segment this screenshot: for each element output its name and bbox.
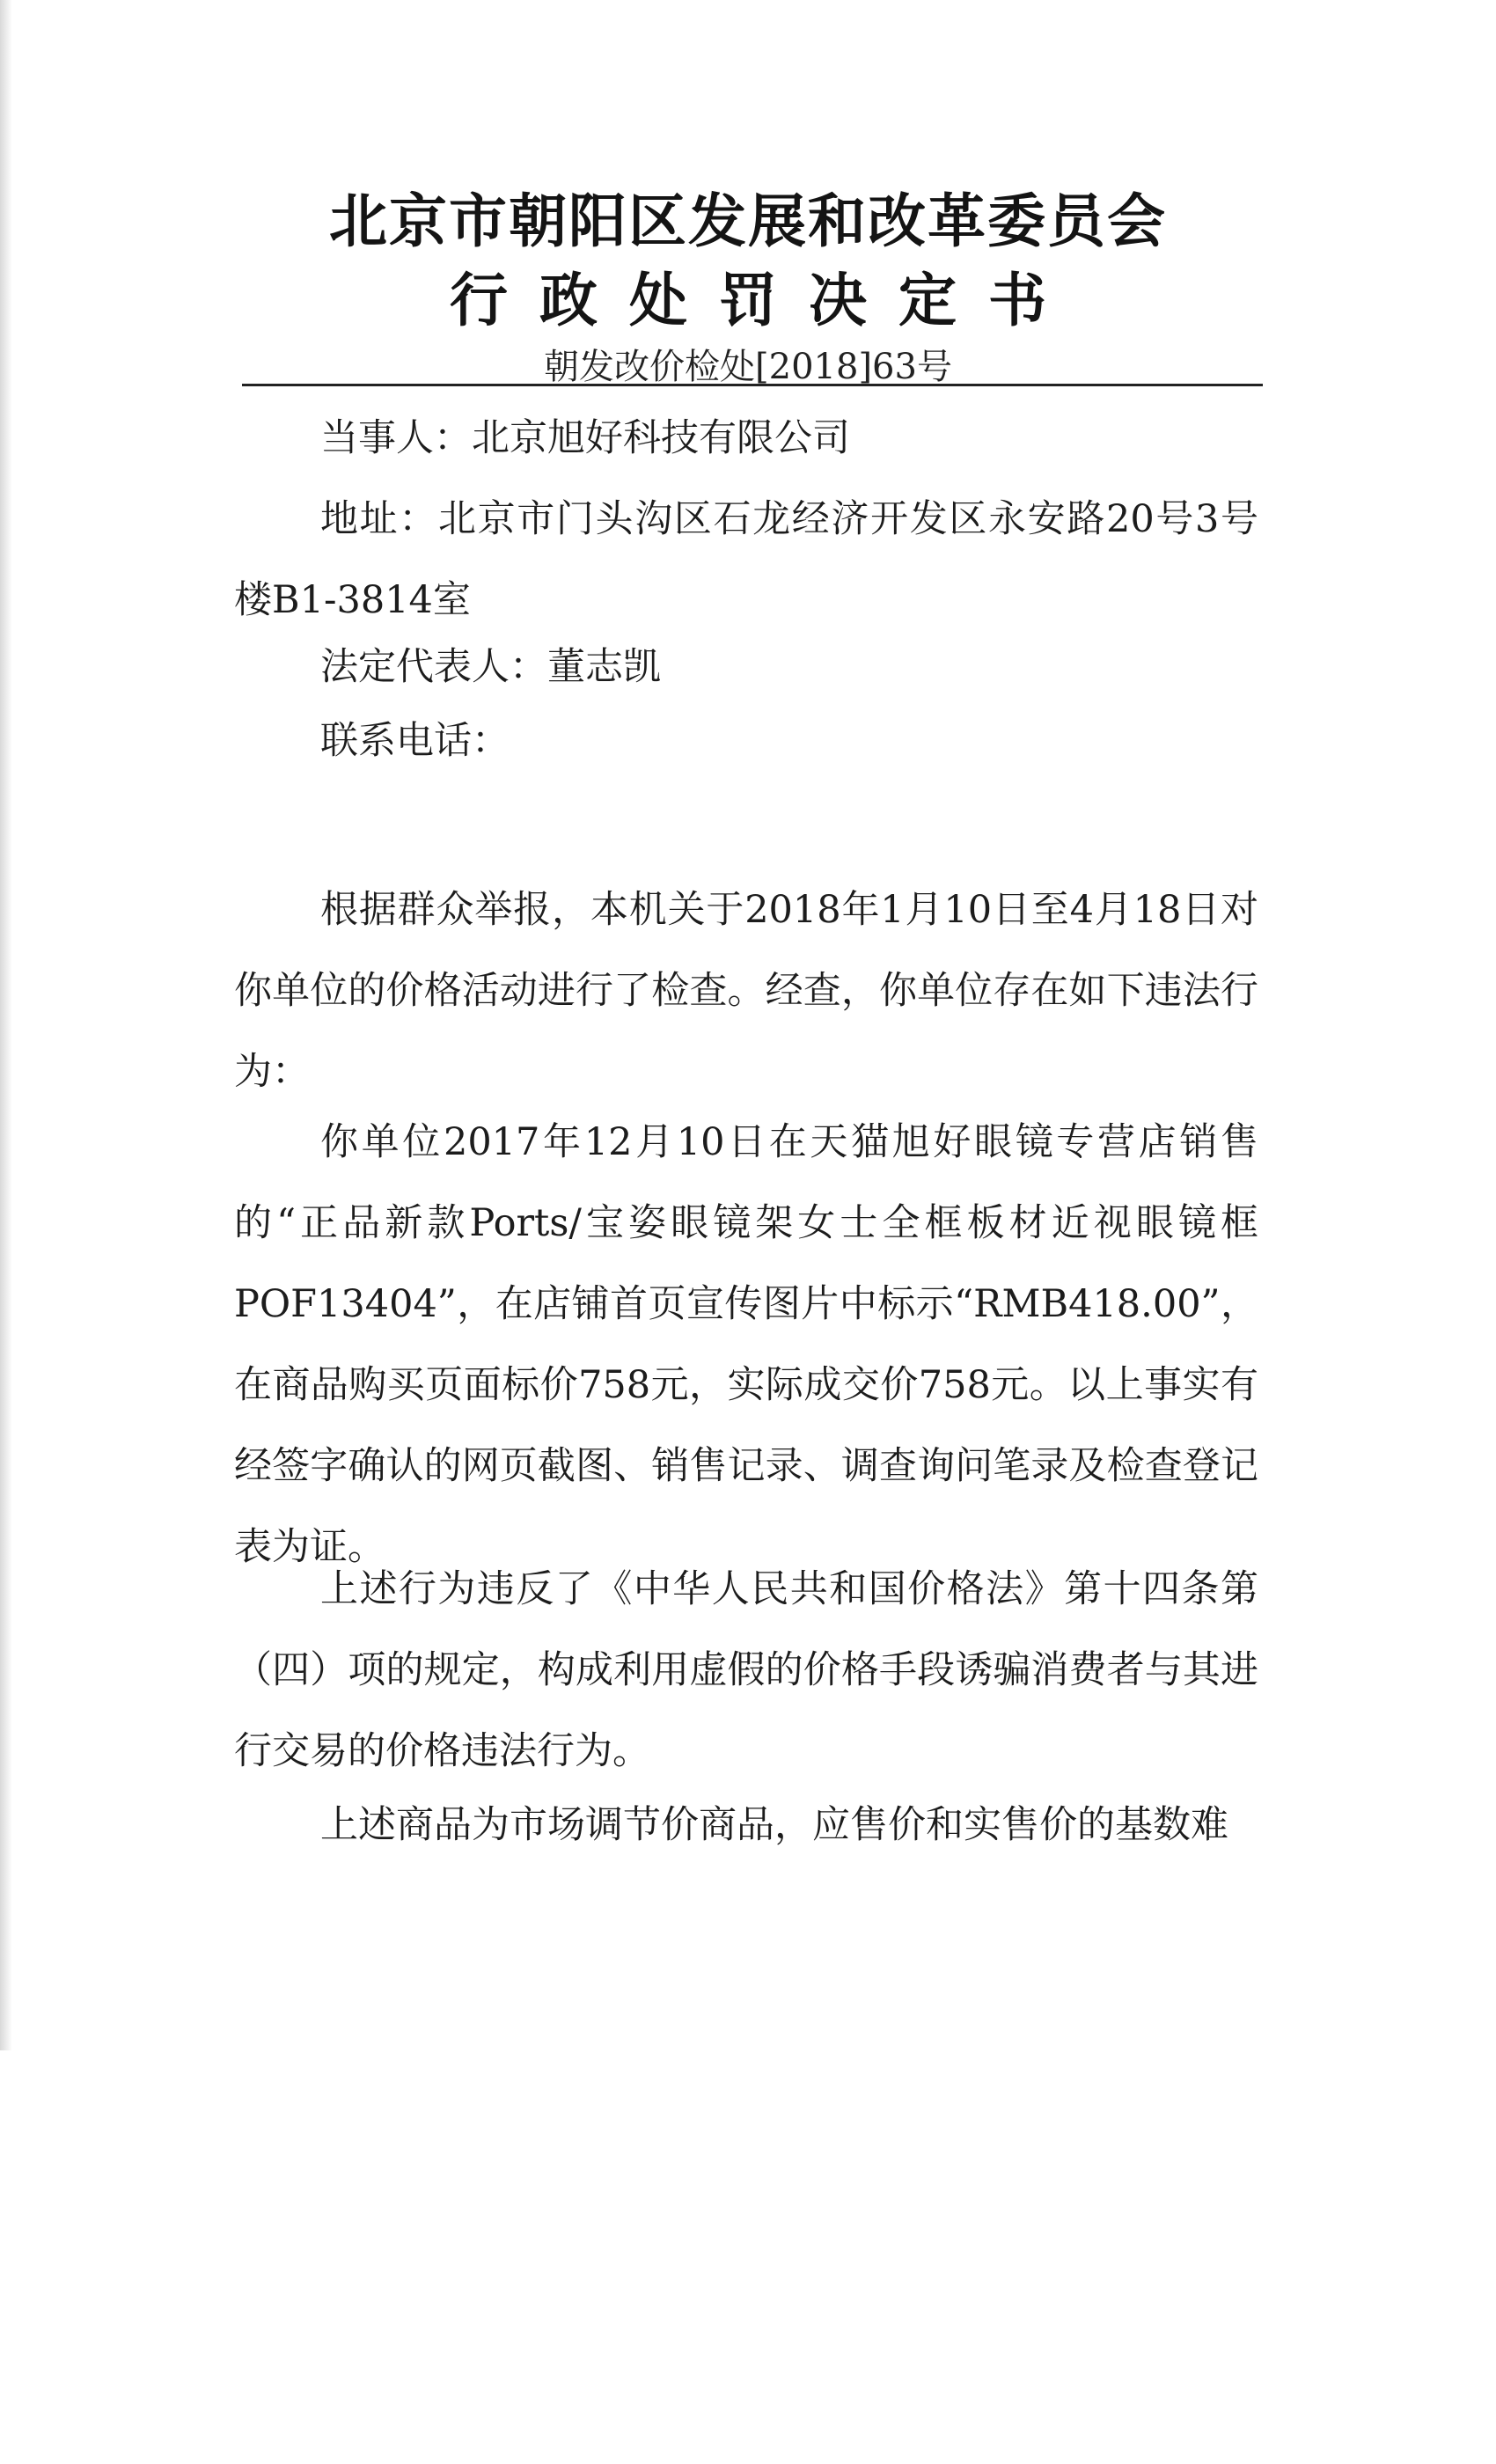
document-title: 行政处罚决定书 bbox=[450, 267, 1078, 334]
contact-phone: 联系电话： bbox=[320, 719, 510, 763]
document-number: 朝发改价检处[2018]63号 bbox=[544, 347, 952, 387]
penalty-basis-paragraph: 上述商品为市场调节价商品，应售价和实售价的基数难 bbox=[320, 1803, 1228, 1847]
header-divider bbox=[242, 384, 1263, 386]
legal-representative: 法定代表人：董志凯 bbox=[320, 645, 661, 689]
violation-paragraph: 上述行为违反了《中华人民共和国价格法》第十四条第（四）项的规定，构成利用虚假的价格手段诱骗消费者与其进行交易的价格违法行为。 bbox=[234, 1567, 1258, 1773]
party-name: 当事人：北京旭好科技有限公司 bbox=[320, 416, 850, 460]
facts-paragraph: 你单位2017年12月10日在天猫旭好眼镜专营店销售的“正品新款Ports/宝姿眼镜架女士全框板材近视眼镜框POF13404”，在店铺首页宣传图片中标示“RMB418.00”，在商品购买页面标价758元，实际成交价758元。以上事实有经签字确认的网页截图、销售记录、调查询问笔录及检查登记表为证。 bbox=[234, 1120, 1258, 1569]
blank-scan-area bbox=[0, 2050, 1496, 2464]
inspection-intro-paragraph: 根据群众举报，本机关于2018年1月10日至4月18日对你单位的价格活动进行了检查。经查，你单位存在如下违法行为： bbox=[234, 888, 1258, 1094]
party-address: 地址：北京市门头沟区石龙经济开发区永安路20号3号楼B1-3814室 bbox=[234, 497, 1258, 622]
issuing-organization: 北京市朝阳区发展和改革委员会 bbox=[329, 187, 1167, 255]
